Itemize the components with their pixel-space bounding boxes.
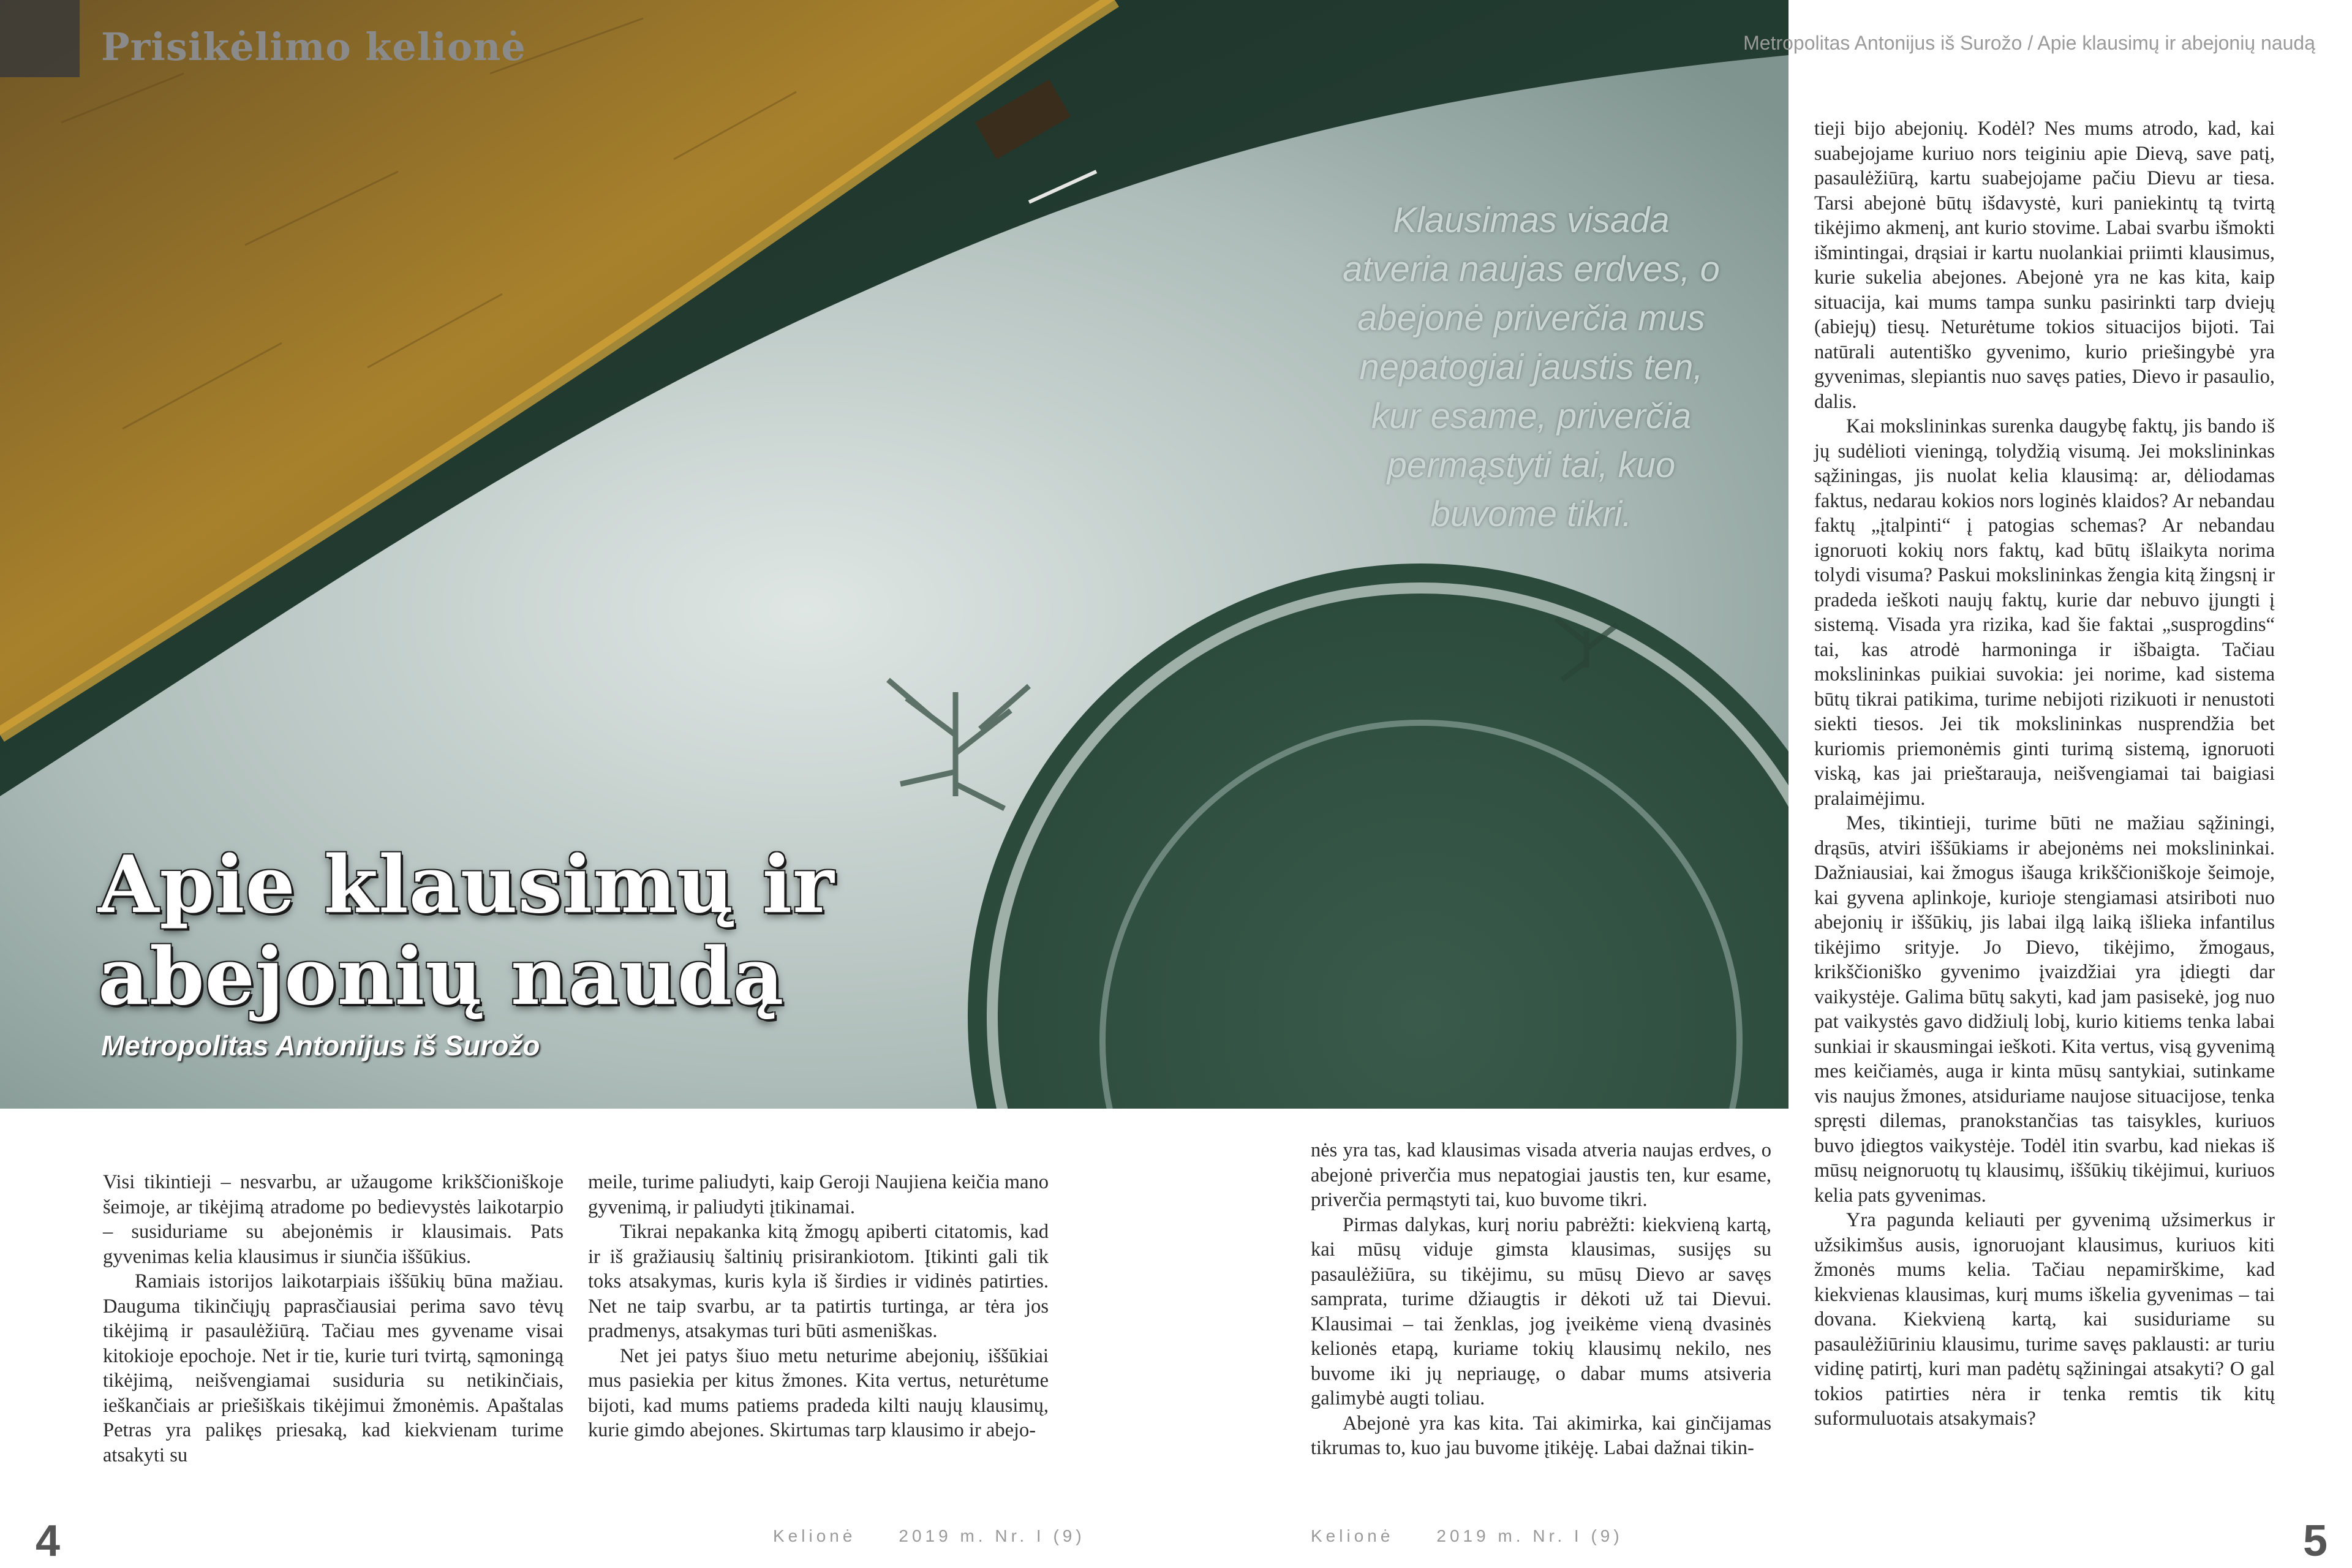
paragraph: meile, turime paliudyti, kaip Geroji Naujiena keičia mano gyvenimą, ir paliudyti įtikinamai. [588,1171,1049,1218]
paragraph: Mes, tikintieji, turime būti ne mažiau sąžiningi, drąsūs, atviri iššūkiams ir abejonėms nei mokslininkai. Dažniausiai, kai žmogus išauga krikščioniškoje šeimoje, kai gyvena aplinkoje, kurioje stengiamasi atsiriboti nuo abejonių ir iššūkių, jis labai ilgą laiką išlieka infantilus tikėjimo srityje. Jo Dievo, tikėjimo, žmogaus, krikščioniško gyvenimo įvaizdžiai yra įdiegti dar vaikystėje. Galima būtų sakyti, kad jam pasisekė, jog nuo pat vaikystės gavo didžiulį lobį, kurio kitiems tenka labai sunkiai ir skausmingai ieškoti. Kita vertus, visą gyvenimą mes keičiamės, auga ir kinta mūsų santykiai, sutinkame vis naujus žmones, atsiduriame naujose situacijose, tenka spręsti dilemas, pranokstančias tas taisykles, kuriuos buvo įdiegtos vaikystėje. Todėl itin svarbu, kad niekas iš mūsų neignoruotų tų klausimų, iššūkių tikėjimui, kuriuos kelia pats gyvenimas. [1814,812,2275,1207]
paragraph: Visi tikintieji – nesvarbu, ar užaugome krikščioniškoje šeimoje, ar tikėjimą atradome po bedievystės laikotarpio – susiduriame su abejonėmis ir klausimais. Pats gyvenimas kelia klausimus ir siunčia iššūkius. [103,1171,564,1268]
paragraph: Yra pagunda keliauti per gyvenimą užsimerkus ir užsikimšus ausis, ignoruojant klausimus, kuriuos kiti žmonės mums kelia. Tačiau nepamirškime, kad kiekvienas klausimas, kurį mums iškelia gyvenimas – tai dovana. Kiekvieną kartą, kai susiduriame su pasaulėžiūriniu klausimu, turime savęs paklausti: ar turiu vidinę patirtį, kuri man padėtų sąžiningai atsakyti? O gal tokios patirties nėra ir tenka remtis tik kitų suformuluotais atsakymais? [1814,1209,2275,1430]
running-head: Metropolitas Antonijus iš Surožo / Apie klausimų ir abejonių naudą [1743,32,2315,54]
text-column-4 [1814,116,2275,1431]
folio-right [1311,1526,1666,1546]
text-column-1 [103,1170,564,1468]
text-column-3 [1311,1138,1771,1461]
folio-left [773,1526,1128,1546]
pull-quote: Klausimas visada atveria naujas erdves, o abejonė priverčia mus nepatogiai jaustis ten, kur esame, priverčia permąstyti tai, kuo buvome tikri. [1343,200,1720,534]
page-number-left: 4 [36,1517,61,1566]
article-title [98,839,894,1023]
paragraph: Kai mokslininkas surenka daugybę faktų, jis bando iš jų sudėlioti vieningą, tolydžią visumą. Jei mokslininkas sąžiningas, jis nuolat kelia klausimą: ar, dėliodamas faktus, nedarau kokios nors loginės klaidos? Ar nebandau faktų „įtalpinti“ į patogias schemas? Ar nebandau ignoruoti kokių nors faktų, kad būtų išlaikyta norima tolydi visuma? Paskui mokslininkas žengia kitą žingsnį ir pradeda ieškoti naujų faktų, kurie dar nebuvo įjungti į sistemą. Visada yra rizika, kad šie faktai „susprogdins“ tai, kas atrodė harmoninga ir išbaigta. Tačiau mokslininkas puikiai suvokia: jei norime, kad sistema būtų tikrai patikima, turime nebijoti rizikuoti ir nenustoti siekti tiesos. Jei tik mokslininkas nusprendžia bet kuriomis priemonėmis ginti turimą sistemą, ignoruoti viską, kas jai prieštarauja, neišvengiamai tai baigiasi pralaimėjimu. [1814,415,2275,810]
folio-magazine: Kelionė [1311,1526,1394,1545]
corner-block [0,0,80,77]
text-column-2 [588,1170,1049,1443]
paragraph: tieji bijo abejonių. Kodėl? Nes mums atrodo, kad, kai suabejojame kuriuo nors teiginiu apie Dievą, save patį, pasaulėžiūrą, kartu suabejojame pačiu Dievu ar tiesa. Tarsi abejonė būtų išdavystė, kuri paniekintų tą tvirtą tikėjimo akmenį, ant kurio stovime. Labai svarbu išmokti išmintingai, drąsiai ir kartu nuolankiai priimti klausimus, kurie sukelia abejones. Abejonė yra ne kas kita, kaip situacija, kai mums tampa sunku pasirinkti tarp dviejų (abiejų) tiesų. Neturėtume tokios situacijos bijoti. Tai natūrali autentiško gyvenimo, kurio priešingybė yra gyvenimas, slepiantis nuo savęs paties, Dievo ir pasaulio, dalis. [1814,118,2275,413]
author-byline: Metropolitas Antonijus iš Surožo [101,1030,540,1061]
paragraph: Tikrai nepakanka kitą žmogų apiberti citatomis, kad ir iš gražiausių šaltinių prisirankiotom. Įtikinti gali tik toks atsakymas, kuris kyla iš širdies ir vidinės patirties. Net ne taip svarbu, ar ta patirtis turtinga, ar tėra jos pradmenys, atsakymas turi būti asmeniškas. [588,1221,1049,1342]
folio-magazine: Kelionė [773,1526,856,1545]
folio-issue: 2019 m. Nr. I (9) [899,1526,1085,1545]
paragraph: nės yra tas, kad klausimas visada atveria naujas erdves, o abejonė priverčia mus nepatogiai jaustis ten, kur esame, priverčia permąstyti tai, kuo buvome tikri. [1311,1139,1771,1211]
paragraph: Pirmas dalykas, kurį noriu pabrėžti: kiekvieną kartą, kai mūsų viduje gimsta klausimas, susijęs su pasaulėžiūra, su tikėjimu, su mūsų Dievo ar savęs samprata, turime džiaugtis ir dėkoti už tai Dievui. Klausimai – tai ženklas, jog įveikėme vieną dvasinės kelionės etapą, kuriame tokių klausimų nekilo, nes buvome iki jų nepriaugę, o dabar mums atsiveria galimybė augti toliau. [1311,1213,1771,1409]
paragraph: Abejonė yra kas kita. Tai akimirka, kai ginčijamas tikrumas to, kuo jau buvome įtikėję. Labai dažnai tikin- [1311,1412,1771,1459]
paragraph: Ramiais istorijos laikotarpiais iššūkių būna mažiau. Dauguma tikinčiųjų paprasčiausiai perima savo tėvų tikėjimą ir pasaulėžiūrą. Tačiau mes gyvename visai kitokioje epochoje. Net ir tie, kurie turi tvirtą, sąmoningą tikėjimą, neišvengiamai susiduria su netikinčiais, ieškančiais ar priešiškais tikėjimui žmonėmis. Apaštalas Petras yra palikęs priesaką, kad kiekvienam turime atsakyti su [103,1270,564,1466]
article-title-line-1: Apie klausimų ir [98,839,835,931]
paragraph: Net jei patys šiuo metu neturime abejonių, iššūkiai mus pasiekia per kitus žmones. Kita vertus, neturėtume bijoti, kad mums patiems pradeda kilti naujų klausimų, kurie gimdo abejones. Skirtumas tarp klausimo ir abejo- [588,1344,1049,1441]
folio-issue: 2019 m. Nr. I (9) [1436,1526,1623,1545]
article-title-line-2: abejonių naudą [98,931,785,1023]
section-title: Prisikėlimo kelionė [101,24,526,69]
page-number-right: 5 [2302,1517,2328,1566]
